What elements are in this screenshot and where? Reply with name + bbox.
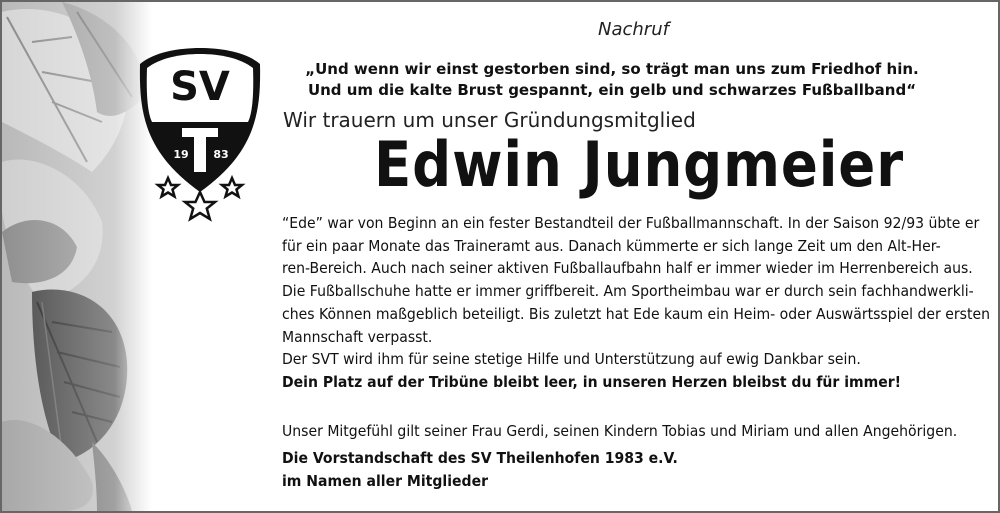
quote-line-1: „Und wenn wir einst gestorben sind, so trägt man uns zum Friedhof hin. bbox=[305, 60, 919, 78]
deceased-name: Edwin Jungmeier bbox=[374, 128, 904, 201]
body-line: ren-Bereich. Auch nach seiner aktiven Fußballaufbahn half er immer wieder im Herrenbereich aus. bbox=[282, 259, 973, 278]
logo-letters: SV bbox=[170, 64, 230, 110]
nachruf-heading: Nachruf bbox=[598, 19, 669, 40]
body-line: “Ede” war von Beginn an ein fester Bestandteil der Fußballmannschaft. In der Saison 92/93 übte er bbox=[282, 214, 980, 232]
signature-line-2: im Namen aller Mitglieder bbox=[282, 472, 488, 490]
closing-statement: Dein Platz auf der Tribüne bleibt leer, in unseren Herzen bleibst du für immer! bbox=[282, 372, 902, 391]
body-line: ches Können maßgeblich beteiligt. Bis zuletzt hat Ede kaum ein Heim- oder Auswärtsspiel der ersten bbox=[282, 304, 990, 323]
sympathy-text: Unser Mitgefühl gilt seiner Frau Gerdi, seinen Kindern Tobias und Miriam und allen Angehörigen. bbox=[282, 422, 958, 440]
logo-year-left: 19 bbox=[173, 148, 189, 161]
signature-line-1: Die Vorstandschaft des SV Theilenhofen 1983 e.V. bbox=[282, 449, 678, 467]
body-line: Die Fußballschuhe hatte er immer griffbereit. Am Sportheimbau war er durch sein fachhandwerkli- bbox=[282, 282, 974, 301]
leaves-image bbox=[2, 2, 152, 511]
leaves-decoration bbox=[2, 2, 152, 511]
intro-text: Wir trauern um unser Gründungsmitglied bbox=[283, 108, 696, 132]
obituary-body bbox=[282, 212, 994, 394]
logo-year-right: 83 bbox=[213, 148, 229, 161]
body-line: Mannschaft verpasst. bbox=[282, 327, 433, 346]
quote-line-2: Und um die kalte Brust gespannt, ein gelb und schwarzes Fußballband“ bbox=[307, 81, 917, 99]
body-line: Der SVT wird ihm für seine stetige Hilfe und Unterstützung auf ewig Dankbar sein. bbox=[282, 350, 861, 369]
body-line: für ein paar Monate das Traineramt aus. Danach kümmerte er sich lange Zeit um den Alt-Her- bbox=[282, 236, 941, 255]
